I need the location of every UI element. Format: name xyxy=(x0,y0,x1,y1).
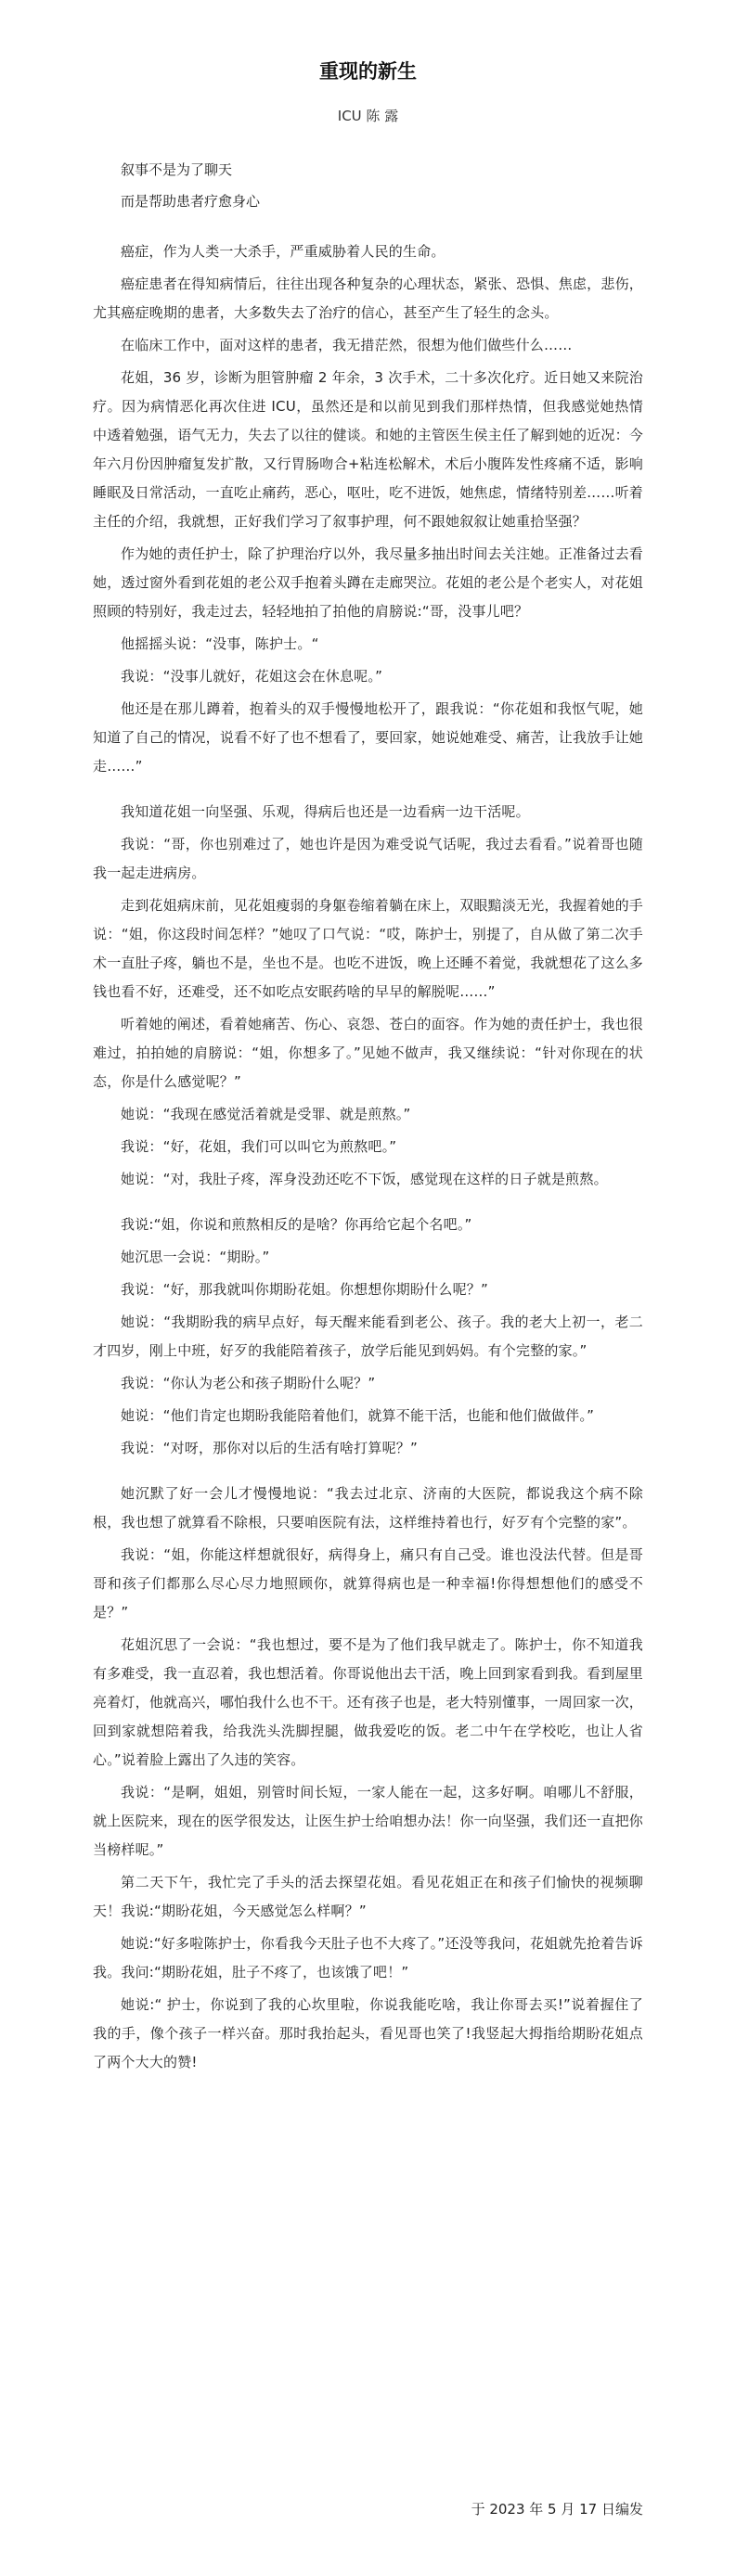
epigraph-line: 而是帮助患者疗愈身心 xyxy=(121,193,261,210)
paragraph: 她说：“对，我肚子疼，浑身没劲还吃不下饭，感觉现在这样的日子就是煎熬。 xyxy=(121,1171,608,1187)
epigraph xyxy=(93,154,643,217)
paragraph: 我说：“没事儿就好，花姐这会在休息呢。” xyxy=(121,668,383,685)
paragraph: 我说：“好，那我就叫你期盼花姐。你想想你期盼什么呢？” xyxy=(121,1281,488,1298)
paragraph: 作为她的责任护士，除了护理治疗以外，我尽量多抽出时间去关注她。正准备过去看她，透过窗外看到花姐的老公双手抱着头蹲在走廊哭泣。花姐的老公是个老实人，对花姐照顾的特别好，我走过去，轻轻地拍了拍他的肩膀说:“哥，没事儿吧？ xyxy=(93,545,643,620)
paragraph: 她沉默了好一会儿才慢慢地说：“我去过北京、济南的大医院，都说我这个病不除根，我也想了就算看不除根，只要咱医院有法，这样维持着也行，好歹有个完整的家”。 xyxy=(93,1485,643,1531)
paragraph: 我说：“对呀，那你对以后的生活有啥打算呢？” xyxy=(121,1440,418,1456)
paragraph: 第二天下午，我忙完了手头的活去探望花姐。看见花姐正在和孩子们愉快的视频聊天！我说:“期盼花姐，今天感觉怎么样啊？” xyxy=(93,1874,643,1919)
paragraph: 她说：“我期盼我的病早点好，每天醒来能看到老公、孩子。我的老大上初一，老二才四岁，刚上中班，好歹的我能陪着孩子，放学后能见到妈妈。有个完整的家。” xyxy=(93,1314,643,1359)
paragraph: 花姐沉思了一会说：“我也想过，要不是为了他们我早就走了。陈护士，你不知道我有多难受，我一直忍着，我也想活着。你哥说他出去干活，晚上回到家看到我。看到屋里亮着灯，他就高兴，哪怕我什么也不干。还有孩子也是，老大特别懂事，一周回家一次，回到家就想陪着我，给我洗头洗脚捏腿，做我爱吃的饭。老二中午在学校吃，也让人省心。”说着脸上露出了久违的笑容。 xyxy=(93,1636,643,1768)
publication-date: 于 2023 年 5 月 17 日编发 xyxy=(471,2501,643,2518)
epigraph-line: 叙事不是为了聊天 xyxy=(121,161,233,178)
paragraph: 癌症，作为人类一大杀手，严重威胁着人民的生命。 xyxy=(121,243,445,260)
paragraph: 我说:“姐，你说和煎熬相反的是啥？你再给它起个名吧。” xyxy=(121,1216,472,1233)
paragraph: 我说：“好，花姐，我们可以叫它为煎熬吧。” xyxy=(121,1138,397,1155)
paragraph: 走到花姐病床前，见花姐瘦弱的身躯卷缩着躺在床上，双眼黯淡无光，我握着她的手说：“姐，你这段时间怎样？”她叹了口气说：“哎，陈护士，别提了，自从做了第二次手术一直肚子疼，躺也不是，坐也不是。也吃不进饭，晚上还睡不着觉，我就想花了这么多钱也看不好，还难受，还不如吃点安眠药啥的早早的解脱呢……” xyxy=(93,897,643,1000)
paragraph: 花姐，36 岁，诊断为胆管肿瘤 2 年余，3 次手术，二十多次化疗。近日她又来院治疗。因为病情恶化再次住进 ICU，虽然还是和以前见到我们那样热情，但我感觉她热情中透着勉强，语气无力，失去了以往的健谈。和她的主管医生侯主任了解到她的近况：今年六月份因肿瘤复发扩散，又行胃肠吻合+粘连松解术，术后小腹阵发性疼痛不适，影响睡眠及日常活动，一直吃止痛药，恶心，呕吐，吃不进饭，她焦虑，情绪特别差……听着主任的介绍，我就想，正好我们学习了叙事护理，何不跟她叙叙让她重拾坚强？ xyxy=(93,369,643,530)
article-body xyxy=(93,237,643,2077)
paragraph: 他还是在那儿蹲着，抱着头的双手慢慢地松开了，跟我说：“你花姐和我怄气呢，她知道了自己的情况，说看不好了也不想看了，要回家，她说她难受、痛苦，让我放手让她走……” xyxy=(93,700,643,775)
paragraph: 她沉思一会说：“期盼。” xyxy=(121,1249,270,1265)
paragraph: 我说：“哥，你也别难过了，她也许是因为难受说气话呢，我过去看看。”说着哥也随我一起走进病房。 xyxy=(93,836,643,881)
paragraph: 癌症患者在得知病情后，往往出现各种复杂的心理状态，紧张、恐惧、焦虑，悲伤，尤其癌症晚期的患者，大多数失去了治疗的信心，甚至产生了轻生的念头。 xyxy=(93,276,643,321)
paragraph: 她说:“好多啦陈护士，你看我今天肚子也不大疼了。”还没等我问，花姐就先抢着告诉我。我问:“期盼花姐，肚子不疼了，也该饿了吧！” xyxy=(93,1935,643,1980)
paragraph: 在临床工作中，面对这样的患者，我无措茫然，很想为他们做些什么…… xyxy=(121,337,573,353)
paragraph: 我说：“你认为老公和孩子期盼什么呢？” xyxy=(121,1375,376,1391)
paragraph: 她说：“他们肯定也期盼我能陪着他们，就算不能干活，也能和他们做做伴。” xyxy=(121,1407,595,1424)
paragraph: 我说：“姐，你能这样想就很好，病得身上，痛只有自己受。谁也没法代替。但是哥哥和孩子们都那么尽心尽力地照顾你，就算得病也是一种幸福!你得想想他们的感受不是？” xyxy=(93,1546,643,1621)
paragraph: 她说：“我现在感觉活着就是受罪、就是煎熬。” xyxy=(121,1106,411,1122)
article-title: 重现的新生 xyxy=(319,60,417,83)
paragraph: 他摇摇头说：“没事，陈护士。“ xyxy=(121,635,319,652)
author-byline: ICU 陈 露 xyxy=(337,108,399,124)
paragraph: 我知道花姐一向坚强、乐观，得病后也还是一边看病一边干活呢。 xyxy=(121,803,530,820)
paragraph: 听着她的阐述，看着她痛苦、伤心、哀怨、苍白的面容。作为她的责任护士，我也很难过，拍拍她的肩膀说：“姐，你想多了。”见她不做声，我又继续说：“针对你现在的状态，你是什么感觉呢？” xyxy=(93,1016,643,1090)
paragraph: 她说:“ 护士，你说到了我的心坎里啦，你说我能吃啥，我让你哥去买!”说着握住了我的手，像个孩子一样兴奋。那时我抬起头，看见哥也笑了!我竖起大拇指给期盼花姐点了两个大大的赞! xyxy=(93,1996,643,2070)
paragraph: 我说：“是啊，姐姐，别管时间长短，一家人能在一起，这多好啊。咱哪儿不舒服，就上医院来，现在的医学很发达，让医生护士给咱想办法！你一向坚强，我们还一直把你当榜样呢。” xyxy=(93,1784,643,1858)
